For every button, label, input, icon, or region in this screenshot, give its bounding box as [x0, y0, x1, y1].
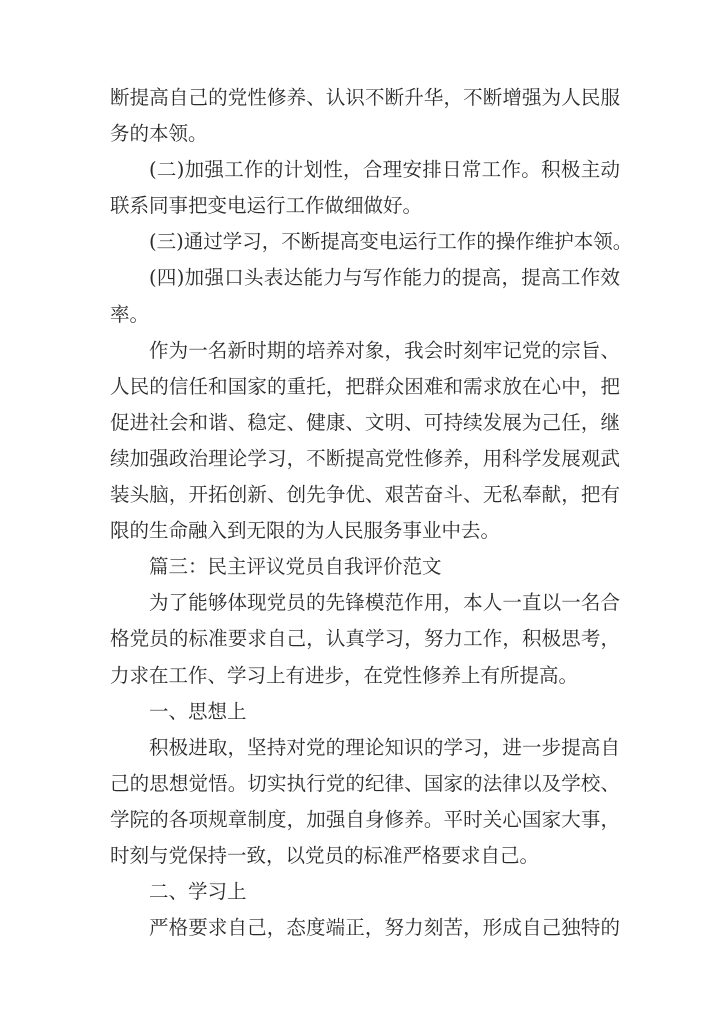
text-line: 促进社会和谐、稳定、健康、文明、可持续发展为己任，继: [110, 410, 620, 434]
text-line: (三)通过学习，不断提高变电运行工作的操作维护本领。: [149, 230, 633, 254]
text-line: 率。: [110, 302, 150, 326]
text-line: (四)加强口头表达能力与写作能力的提高，提高工作效: [149, 266, 620, 290]
text-line: 联系同事把变电运行工作做细做好。: [110, 194, 423, 218]
text-line: 装头脑，开拓创新、创先争优、艰苦奋斗、无私奉献，把有: [110, 483, 620, 507]
text-line: 人民的信任和国家的重托，把群众困难和需求放在心中，把: [110, 374, 620, 398]
section-heading: 篇三：民主评议党员自我评价范文: [149, 555, 442, 579]
text-line: (二)加强工作的计划性，合理安排日常工作。积极主动: [149, 158, 620, 182]
text-line: 严格要求自己，态度端正，努力刻苦，形成自己独特的: [149, 916, 620, 940]
text-line: 力求在工作、学习上有进步，在党性修养上有所提高。: [110, 663, 579, 687]
subsection-heading: 二、学习上: [149, 880, 247, 904]
text-line: 积极进取，坚持对党的理论知识的学习，进一步提高自: [149, 735, 620, 759]
text-line: 续加强政治理论学习，不断提高党性修养，用科学发展观武: [110, 446, 620, 470]
text-line: 限的生命融入到无限的为人民服务事业中去。: [110, 519, 501, 543]
text-line: 作为一名新时期的培养对象，我会时刻牢记党的宗旨、: [149, 338, 620, 362]
text-line: 为了能够体现党员的先锋模范作用，本人一直以一名合: [149, 591, 620, 615]
subsection-heading: 一、思想上: [149, 699, 247, 723]
text-line: 时刻与党保持一致，以党员的标准严格要求自己。: [110, 843, 540, 867]
text-line: 格党员的标准要求自己，认真学习，努力工作，积极思考，: [110, 627, 620, 651]
document-body: [110, 80, 633, 946]
text-line: 学院的各项规章制度，加强自身修养。平时关心国家大事，: [110, 807, 620, 831]
text-line: 断提高自己的党性修养、认识不断升华，不断增强为人民服: [110, 86, 620, 109]
text-line: 己的思想觉悟。切实执行党的纪律、国家的法律以及学校、: [110, 771, 620, 795]
text-line: 务的本领。: [110, 122, 208, 146]
